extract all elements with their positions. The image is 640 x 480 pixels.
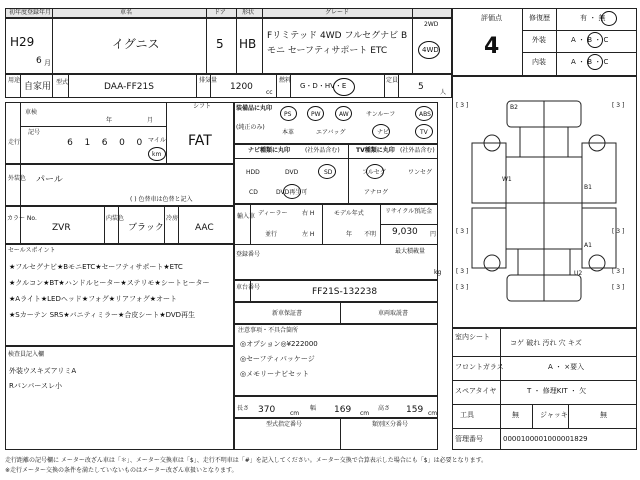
color-code-value: ZVR xyxy=(52,223,71,233)
inspector-line: Rバンパースレ小 xyxy=(9,382,63,390)
import-label: 輸入車 xyxy=(237,213,256,220)
diagram-bracket: [ 3 ] xyxy=(612,102,625,109)
eq-airbag: エアバッグ xyxy=(316,129,346,136)
repair-options: 有 ・ 無 xyxy=(580,14,606,22)
first-reg-year: H29 xyxy=(10,35,35,49)
mileage-digit: 6 xyxy=(101,138,108,148)
note-line: ◎セーフティパッケージ xyxy=(240,355,315,363)
first-reg-label: 初年度登録年月 xyxy=(9,9,52,16)
navi-dvd-play-circle xyxy=(283,184,301,199)
tools-label: 工具 xyxy=(460,411,474,419)
navi-type-sub: (社外品含む) xyxy=(305,147,340,154)
spare-tire-label: スペアタイヤ xyxy=(455,387,497,395)
width-value: 169 xyxy=(334,405,352,415)
car-name: イグニス xyxy=(112,37,160,51)
score-label: 評価点 xyxy=(481,14,502,22)
mileage-label: 走行 xyxy=(8,139,21,146)
equipment-label: 装備品に丸印 xyxy=(236,105,273,112)
diagram-label-b2: B2 xyxy=(510,104,518,111)
registration-number-label: 登録番号 xyxy=(236,251,261,258)
inspector-box xyxy=(5,346,234,450)
car-name-label: 車名 xyxy=(120,9,133,16)
mileage-digit xyxy=(44,138,61,152)
spare-tire-value: T ・ 修理KIT ・ 欠 xyxy=(527,387,587,395)
ac-value: AAC xyxy=(195,223,214,233)
inspection-label: 車検 xyxy=(25,109,38,116)
repair-circle xyxy=(601,11,617,26)
model-year-unknown: 不明 xyxy=(364,231,377,238)
diagram-bracket: [ 3 ] xyxy=(612,268,625,275)
admin-number-label: 管理番号 xyxy=(455,435,483,443)
width-label: 幅 xyxy=(310,405,317,412)
drive-2wd: 2WD xyxy=(424,21,439,28)
class-number-label: 類別区分番号 xyxy=(372,421,409,428)
eq-tv: TV xyxy=(420,129,428,136)
interior-sheet-label: 室内シート xyxy=(455,333,490,341)
import-dealer: ディーラー xyxy=(258,210,288,217)
inspection-month-unit: 月 xyxy=(147,117,154,124)
tv-fullseg-circle xyxy=(366,164,384,179)
interior-grade-options: A ・ B ・ C xyxy=(571,58,609,66)
interior-sheet-items: コゲ 破れ 汚れ 穴 キズ xyxy=(510,339,582,347)
shape-label: 形状 xyxy=(242,9,255,16)
height-unit: cm xyxy=(428,410,438,417)
record-label: 記号 xyxy=(28,129,41,136)
sales-point-line: ★Sカーテン SRS★バニティミラー★合皮シート★DVD再生 xyxy=(9,311,196,319)
navi-dvd-play: DVD再生可 xyxy=(276,189,308,196)
note-line: ◎オプション◎¥222000 xyxy=(240,340,318,348)
inspection-year-unit: 年 xyxy=(106,117,113,124)
notes-label: 注意事項・不具合箇所 xyxy=(238,327,299,334)
eq-sunroof: サンルーフ xyxy=(366,111,396,118)
navi-hdd: HDD xyxy=(246,169,260,176)
recycle-label: リサイクル預託金 xyxy=(385,208,433,215)
tv-fullseg: フルセグ xyxy=(362,169,386,176)
displacement-label: 排気量 xyxy=(199,77,218,84)
vehicle-manual: 車両取説書 xyxy=(378,310,409,317)
mileage-digit: 1 xyxy=(84,138,91,148)
front-glass-value: A ・ ×要入 xyxy=(548,363,585,371)
mileage-digit: 0 xyxy=(119,138,125,148)
fuel-label: 燃料 xyxy=(279,77,292,84)
mile-label: マイル xyxy=(148,137,166,144)
grade-label: グレード xyxy=(325,9,350,16)
repair-label: 修復歴 xyxy=(529,14,550,22)
grade-line-1: Fリミテッド 4WD フルセグナビ B xyxy=(267,31,408,41)
model-label: 型式 xyxy=(56,79,69,86)
sales-point-line: ★クルコン★BT★ハンドルヒーター★ステリモ★シートヒーター xyxy=(9,279,210,287)
displacement-unit: cc xyxy=(266,89,273,96)
length-label: 長さ xyxy=(237,405,250,412)
interior-grade-label: 内装 xyxy=(532,58,546,66)
eq-ps: PS xyxy=(284,111,292,118)
exterior-grade-options: A ・ B ・ C xyxy=(571,36,609,44)
length-value: 370 xyxy=(258,405,276,415)
use-value: 自家用 xyxy=(24,82,52,92)
navi-sd: SD xyxy=(324,169,333,176)
navi-dvd: DVD xyxy=(285,169,299,176)
eq-abs: ABS xyxy=(419,111,431,118)
diagram-label-w1: W1 xyxy=(502,176,512,183)
tv-analog: アナログ xyxy=(364,189,389,196)
import-parallel: 並行 xyxy=(265,231,278,238)
navi-sd-circle xyxy=(318,164,336,179)
diagram-label-a1: A1 xyxy=(584,242,592,249)
new-car-warranty: 新車保証書 xyxy=(272,310,303,317)
diagram-bracket: [ 3 ] xyxy=(456,284,469,291)
sales-points-label: セールスポイント xyxy=(8,247,56,254)
eq-pw: PW xyxy=(311,111,321,118)
equipment-sub: (純正のみ) xyxy=(236,124,265,131)
eq-abs-circle xyxy=(415,106,433,121)
footer-line-1: 走行距離の記号欄に メーター改ざん車は「＊」、メーター交換車は「$」、走行不明車は「#」を記入してください。メーター交換で合算表示した場合にも「$」は必要となります。 xyxy=(5,457,488,464)
interior-color-label: 内装色 xyxy=(106,215,125,222)
note-line: ◎メモリーナビセット xyxy=(240,370,310,378)
tv-oneseg: ワンセグ xyxy=(408,169,433,176)
door-label: ドア xyxy=(214,9,226,16)
eq-ps-circle xyxy=(280,106,297,121)
grade-line-2: モニ セーフティサポート ETC xyxy=(267,46,388,56)
interior-grade-circle xyxy=(587,54,603,70)
width-unit: cm xyxy=(360,410,370,417)
score-value: 4 xyxy=(484,34,500,59)
eq-aw: AW xyxy=(339,111,349,118)
model-year-label: モデル年式 xyxy=(334,210,364,217)
use-label: 用途 xyxy=(8,77,21,84)
door-count: 5 xyxy=(216,37,224,51)
diagram-label-u2: U2 xyxy=(574,270,583,277)
km-label: km xyxy=(152,151,162,158)
exterior-color-value: パール xyxy=(36,175,63,185)
sales-point-line: ★フルセグナビ★BモニETC★セーフティサポート★ETC xyxy=(9,263,183,271)
exterior-grade-label: 外装 xyxy=(532,36,546,44)
interior-color-value: ブラック xyxy=(128,223,164,233)
jack-value: 無 xyxy=(600,411,607,419)
inspector-line: 外装ウスキズアリミA xyxy=(9,367,77,375)
height-value: 159 xyxy=(406,405,424,415)
header-label-row xyxy=(5,8,452,18)
tv-type-label: TV種類に丸印 xyxy=(356,147,395,154)
import-right: 右 H xyxy=(302,210,315,217)
first-reg-month: 6 xyxy=(36,56,42,66)
fuel-options: G・D・HV・E xyxy=(300,82,347,90)
chassis-label: 車台番号 xyxy=(236,284,261,291)
capacity-label: 定員 xyxy=(386,77,399,84)
model-value: DAA-FF21S xyxy=(104,82,154,92)
eq-navi: ナビ xyxy=(377,129,390,136)
admin-number-value: 0000100001000001829 xyxy=(503,435,588,443)
inspector-label: 検査員記入欄 xyxy=(8,351,45,358)
exterior-grade-circle xyxy=(587,32,603,48)
fuel-circle xyxy=(333,78,355,96)
sales-point-line: ★Aライト★LEDヘッド★フォグ★リアフォグ★オート xyxy=(9,295,177,303)
capacity-value: 5 xyxy=(418,82,424,92)
diagram-bracket: [ 3 ] xyxy=(456,268,469,275)
eq-leather: 本革 xyxy=(282,129,295,136)
jack-label: ジャッキ xyxy=(540,411,568,419)
displacement-value: 1200 xyxy=(230,82,253,92)
color-code-label: カラー No. xyxy=(7,215,37,222)
diagram-bracket: [ 3 ] xyxy=(456,228,469,235)
drive-circle xyxy=(418,41,440,59)
mileage-digit: 0 xyxy=(136,138,143,148)
exterior-color-label: 外装色 xyxy=(8,175,27,182)
footer-line-2: ※走行メーター交換の条件を満たしていないものはメーター改ざん車扱いとなります。 xyxy=(5,467,238,474)
km-circle xyxy=(148,147,166,161)
shift-label: シフト xyxy=(193,103,212,110)
exterior-color-box xyxy=(5,164,234,206)
recycle-value: 9,030 xyxy=(392,227,418,237)
capacity-unit: 人 xyxy=(440,89,447,96)
import-left: 左 H xyxy=(302,231,315,238)
ac-label: 冷房 xyxy=(166,215,179,222)
shift-value: FAT xyxy=(188,133,212,149)
eq-aw-circle xyxy=(335,106,352,121)
diagram-bracket: [ 3 ] xyxy=(612,284,625,291)
diagram-label-b1: B1 xyxy=(584,184,592,191)
tv-type-sub: (社外品含む) xyxy=(400,147,435,154)
diagram-bracket: [ 3 ] xyxy=(612,228,625,235)
height-label: 高さ xyxy=(378,405,391,412)
drive-4wd: 4WD xyxy=(422,46,439,54)
car-diagram xyxy=(452,83,637,328)
eq-pw-circle xyxy=(307,106,324,121)
navi-type-label: ナビ種類に丸印 xyxy=(248,147,291,154)
length-unit: cm xyxy=(290,410,300,417)
mileage-digits xyxy=(44,138,148,152)
eq-tv-circle xyxy=(415,124,433,139)
exterior-color-note: ( ) 色替車は色替と記入 xyxy=(130,196,193,203)
mileage-digit: 6 xyxy=(67,138,73,148)
type-designation-label: 型式指定番号 xyxy=(266,421,303,428)
eq-navi-circle xyxy=(372,124,390,139)
recycle-unit: 円 xyxy=(430,231,437,238)
max-load-label: 最大積載量 xyxy=(395,248,426,255)
model-year-unit: 年 xyxy=(346,231,353,238)
chassis-number: FF21S-132238 xyxy=(312,287,378,297)
navi-cd: CD xyxy=(249,189,258,196)
tools-value: 無 xyxy=(512,411,519,419)
first-reg-month-unit: 月 xyxy=(44,59,51,67)
front-glass-label: フロントガラス xyxy=(455,363,504,371)
diagram-bracket: [ 3 ] xyxy=(456,102,469,109)
shape: HB xyxy=(239,37,257,51)
max-load-unit: kg xyxy=(434,269,442,276)
